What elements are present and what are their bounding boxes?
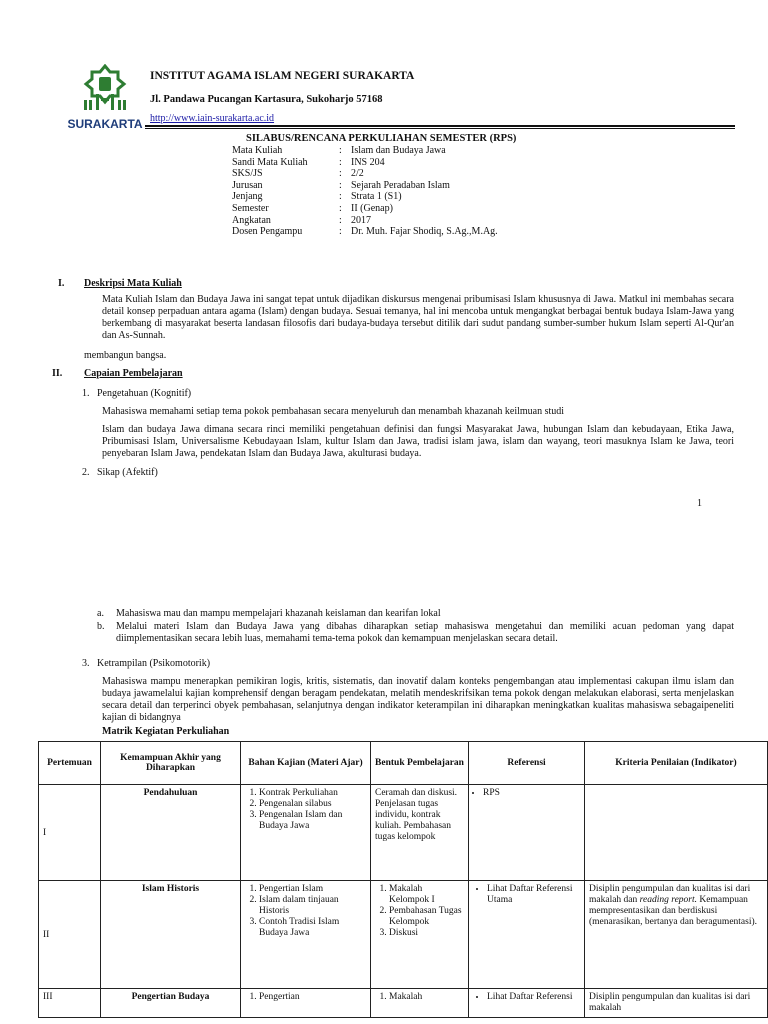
row-number: I bbox=[39, 785, 101, 881]
section-1-title: Deskripsi Mata Kuliah bbox=[84, 278, 182, 289]
row-kemampuan: Pendahuluan bbox=[101, 785, 241, 881]
afektif-b-text: Melalui materi Islam dan Budaya Jawa yang dibahas diharapkan setiap mahasiswa mengetahui dan memiliki acuan pedoman yang dapat diimplementasikan secara lebih luas, memahami tema-tema pokok dan kemampuan menjelaskan secara detail. bbox=[116, 621, 734, 644]
info-row: Dosen Pengampu : Dr. Muh. Fajar Shodiq, S.Ag.,M.Ag. bbox=[232, 226, 498, 238]
info-row: Mata Kuliah : Islam dan Budaya Jawa bbox=[232, 145, 446, 156]
row-bentuk: 1. Makalah bbox=[371, 989, 469, 1018]
info-row: Jurusan : Sejarah Peradaban Islam bbox=[232, 179, 450, 191]
section-1-number: I. bbox=[58, 278, 65, 289]
row-bentuk: 1. Makalah Kelompok I 2. Pembahasan Tugas Kelompok 3. Diskusi bbox=[371, 881, 469, 989]
item-1-paragraph-2: Islam dan budaya Jawa dimana secara rinci memiliki pengetahuan definisi dan fungsi Masyarakat Jawa, hubungan Islam dan kebudayaan, Etika Jawa, Pribumisasi Islam, Universalisme Kebudayaan Islam, kultur Islam dan Jawa, tradisi islam jawa, islam dan wayang, teori masuknya Islam ke Jawa, teori penyebaran Islam Jawa, pendekatan Islam dan Budaya Jawa, akulturasi budaya. bbox=[102, 424, 734, 459]
header-bahan: Bahan Kajian (Materi Ajar) bbox=[241, 742, 371, 785]
row-number: II bbox=[39, 881, 101, 989]
item-3-title: Ketrampilan (Psikomotorik) bbox=[97, 658, 211, 669]
info-row: Semester : II (Genap) bbox=[232, 202, 393, 214]
logo-text: SURAKARTA bbox=[67, 117, 143, 131]
iain-emblem-icon bbox=[66, 64, 144, 132]
row-referensi: • Lihat Daftar Referensi Utama bbox=[469, 881, 585, 989]
row-kemampuan: Islam Historis bbox=[101, 881, 241, 989]
item-3-paragraph: Mahasiswa mampu menerapkan pemikiran logis, kritis, sistematis, dan inovatif dalam konteks pengembangan atau implementasi cakupan ilmu islam dan budaya jawamelalui kajian komprehensif dengan beragam pendekatan, melatih mendeskrifsikan tema pokok dengan melakukan elaborasi, serta menjelaskan secara detail dan terperinci obyek pembahasan, selanjutnya dengan indikator keterampilan ini diharapkan meningkatkan kualitas mahasiswa sebagaipeneliti kajian di bidangnya bbox=[102, 676, 734, 723]
header-kemampuan: Kemampuan Akhir yang Diharapkan bbox=[101, 742, 241, 785]
item-1-title: Pengetahuan (Kognitif) bbox=[97, 388, 192, 399]
info-row: Jenjang : Strata 1 (S1) bbox=[232, 191, 402, 203]
table-row bbox=[39, 881, 768, 989]
activity-matrix-table bbox=[38, 741, 768, 1018]
afektif-b-marker: b. bbox=[97, 621, 105, 632]
row-bentuk: Ceramah dan diskusi. Penjelasan tugas individu, kontrak kuliah. Pembahasan tugas kelompok bbox=[371, 785, 469, 881]
info-row: Angkatan : 2017 bbox=[232, 214, 371, 226]
item-3-number: 3. bbox=[82, 658, 90, 669]
matrix-title: Matrik Kegiatan Perkuliahan bbox=[102, 726, 230, 737]
row-bahan: 1. Pengertian Islam 2. Islam dalam tinjauan Historis 3. Contoh Tradisi Islam Budaya Jawa bbox=[241, 881, 371, 989]
institution-url-link[interactable]: http://www.iain-surakarta.ac.id bbox=[150, 113, 275, 124]
course-info bbox=[232, 145, 498, 238]
header-divider-thin bbox=[145, 128, 735, 129]
header-divider bbox=[145, 125, 735, 127]
table-row bbox=[39, 785, 768, 881]
afektif-a-text: Mahasiswa mau dan mampu mempelajari khazanah keislaman dan kearifan lokal bbox=[116, 608, 441, 619]
row-number: III bbox=[39, 989, 101, 1018]
header-referensi: Referensi bbox=[469, 742, 585, 785]
row-bahan: 1. Pengertian bbox=[241, 989, 371, 1018]
page-number: 1 bbox=[697, 498, 702, 509]
institution-address: Jl. Pandawa Pucangan Kartasura, Sukoharjo 57168 bbox=[150, 94, 383, 105]
info-row: SKS/JS : 2/2 bbox=[232, 168, 364, 180]
row-kriteria: Disiplin pengumpulan dan kualitas isi dari makalah dan reading report. Kemampuan mempresentasikan dan berdiskusi (menarasikan, bertanya dan beragumentasi). bbox=[585, 881, 768, 989]
section-1-paragraph: Mata Kuliah Islam dan Budaya Jawa ini sangat tepat untuk dijadikan diskursus mengenai pribumisasi Islam khususnya di Jawa. Matkul ini membahas secara detail konsep perpaduan antara agama (Islam) dengan budaya. Sesuai temanya, hal ini mencoba untuk mengangkat berbagai bentuk budaya Islam-Jawa yang berkembang di masyarakat beserta landasan filosofis dari budaya-budaya tersebut ditilik dari sudut pandang sumber-sumber hukum Islam seperti Al-Qur'an dan As-Sunnah. bbox=[102, 294, 734, 341]
institution-name: INSTITUT AGAMA ISLAM NEGERI SURAKARTA bbox=[150, 70, 415, 82]
table-header-row bbox=[39, 742, 768, 785]
table-row bbox=[39, 989, 768, 1018]
section-2-title: Capaian Pembelajaran bbox=[84, 368, 183, 379]
section-1-tail: membangun bangsa. bbox=[84, 350, 167, 361]
item-2-title: Sikap (Afektif) bbox=[97, 467, 158, 478]
item-2-number: 2. bbox=[82, 467, 90, 478]
row-kemampuan: Pengertian Budaya bbox=[101, 989, 241, 1018]
row-bahan: 1. Kontrak Perkuliahan 2. Pengenalan silabus 3. Pengenalan Islam dan Budaya Jawa bbox=[241, 785, 371, 881]
header-kriteria: Kriteria Penilaian (Indikator) bbox=[585, 742, 768, 785]
item-1-number: 1. bbox=[82, 388, 90, 399]
info-row: Sandi Mata Kuliah : INS 204 bbox=[232, 156, 385, 168]
row-referensi: • RPS bbox=[469, 785, 585, 881]
section-2-number: II. bbox=[52, 368, 63, 379]
afektif-a-marker: a. bbox=[97, 608, 104, 619]
item-1-paragraph-1: Mahasiswa memahami setiap tema pokok pembahasan secara menyeluruh dan menambah khazanah keilmuan studi bbox=[102, 406, 565, 417]
header-bentuk: Bentuk Pembelajaran bbox=[371, 742, 469, 785]
row-referensi: • Lihat Daftar Referensi bbox=[469, 989, 585, 1018]
iain-logo bbox=[66, 64, 144, 132]
row-kriteria bbox=[585, 785, 768, 881]
row-kriteria: Disiplin pengumpulan dan kualitas isi dari makalah bbox=[585, 989, 768, 1018]
header-pertemuan: Pertemuan bbox=[39, 742, 101, 785]
document-title: SILABUS/RENCANA PERKULIAHAN SEMESTER (RPS) bbox=[246, 133, 517, 144]
